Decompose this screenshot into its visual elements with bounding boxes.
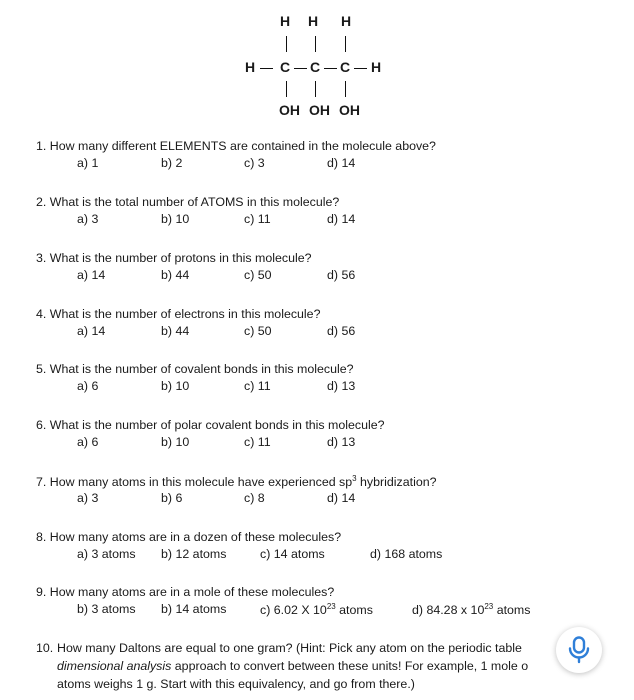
question-10-line-2: dimensional analysis approach to convert between these units! For example, 1 mole o — [57, 659, 529, 673]
option-c[interactable]: c) 3 — [244, 156, 265, 170]
bond-chain-3 — [324, 68, 337, 69]
option-d[interactable]: d) 14 — [327, 491, 356, 505]
bond-bottom-1 — [286, 81, 287, 97]
top-h-1: H — [280, 13, 291, 29]
question-text: 2. What is the total number of ATOMS in this molecule? — [36, 195, 340, 209]
question-text: 1. How many different ELEMENTS are contained in the molecule above? — [36, 139, 436, 153]
option-b[interactable]: b) 10 — [161, 379, 190, 393]
option-b[interactable]: b) 10 — [161, 212, 190, 226]
question-text: 7. How many atoms in this molecule have experienced $sp^3$ hybridization? — [36, 474, 437, 490]
option-b[interactable]: b) 44 — [161, 324, 190, 338]
option-d[interactable]: d) 14 — [327, 212, 356, 226]
bond-top-2 — [315, 36, 316, 52]
microphone-button[interactable] — [556, 627, 602, 673]
question-text: 9. How many atoms are in a mole of these molecules? — [36, 585, 335, 599]
bond-chain-4 — [354, 68, 367, 69]
option-b[interactable]: b) 10 — [161, 435, 190, 449]
bond-chain-1 — [260, 68, 273, 69]
option-c[interactable]: c) 50 — [244, 324, 272, 338]
question-text: 4. What is the number of electrons in this molecule? — [36, 307, 321, 321]
bond-chain-2 — [294, 68, 307, 69]
question-text: 5. What is the number of covalent bonds in this molecule? — [36, 362, 354, 376]
question-number: 10. — [36, 641, 54, 655]
microphone-icon — [567, 636, 591, 664]
chain-h-left: H — [245, 59, 256, 75]
option-c[interactable]: c) 6.02 X $10^{23}$ atoms — [260, 602, 373, 618]
option-c[interactable]: c) 14 atoms — [260, 547, 325, 561]
option-a[interactable]: a) 14 — [77, 324, 106, 338]
chain-c-2: C — [310, 59, 321, 75]
option-d[interactable]: d) 13 — [327, 435, 356, 449]
bond-top-1 — [286, 36, 287, 52]
option-d[interactable]: d) 14 — [327, 156, 356, 170]
bottom-oh-3: OH — [339, 102, 360, 118]
option-b[interactable]: b) 6 — [161, 491, 183, 505]
option-a[interactable]: a) 3 — [77, 212, 99, 226]
top-h-3: H — [341, 13, 352, 29]
option-c[interactable]: c) 11 — [244, 435, 271, 449]
question-text: 3. What is the number of protons in this molecule? — [36, 251, 312, 265]
question-10-line-1: How many Daltons are equal to one gram? (Hint: Pick any atom on the periodic table — [57, 641, 522, 655]
bond-bottom-3 — [345, 81, 346, 97]
option-c[interactable]: c) 8 — [244, 491, 265, 505]
question-text: 6. What is the number of polar covalent bonds in this molecule? — [36, 418, 385, 432]
bond-bottom-2 — [315, 81, 316, 97]
option-a[interactable]: a) 3 — [77, 491, 99, 505]
option-b[interactable]: b) 14 atoms — [161, 602, 227, 616]
option-a[interactable]: a) 1 — [77, 156, 99, 170]
option-a[interactable]: a) 14 — [77, 268, 106, 282]
option-a[interactable]: a) 3 atoms — [77, 547, 136, 561]
option-d[interactable]: d) 13 — [327, 379, 356, 393]
bottom-oh-1: OH — [279, 102, 300, 118]
option-d[interactable]: d) 56 — [327, 268, 356, 282]
option-c[interactable]: c) 11 — [244, 212, 271, 226]
option-c[interactable]: c) 11 — [244, 379, 271, 393]
chain-c-1: C — [280, 59, 291, 75]
question-10-line-3: atoms weighs 1 g. Start with this equivalency, and go from there.) — [57, 677, 415, 691]
option-b[interactable]: b) 44 — [161, 268, 190, 282]
question-text: 8. How many atoms are in a dozen of these molecules? — [36, 530, 342, 544]
option-d[interactable]: d) 56 — [327, 324, 356, 338]
option-b[interactable]: b) 12 atoms — [161, 547, 227, 561]
option-b[interactable]: b) 2 — [161, 156, 183, 170]
chain-h-right: H — [371, 59, 382, 75]
bond-top-3 — [345, 36, 346, 52]
option-c[interactable]: c) 50 — [244, 268, 272, 282]
chain-c-3: C — [340, 59, 351, 75]
option-d[interactable]: d) 84.28 x $10^{23}$ atoms — [412, 602, 531, 618]
bottom-oh-2: OH — [309, 102, 330, 118]
option-a[interactable]: a) 6 — [77, 379, 99, 393]
question-10 — [36, 639, 577, 693]
molecule-structure — [0, 0, 634, 125]
top-h-2: H — [308, 13, 319, 29]
option-a[interactable]: a) 6 — [77, 435, 99, 449]
option-a[interactable]: b) 3 atoms — [77, 602, 136, 616]
option-d[interactable]: d) 168 atoms — [370, 547, 443, 561]
